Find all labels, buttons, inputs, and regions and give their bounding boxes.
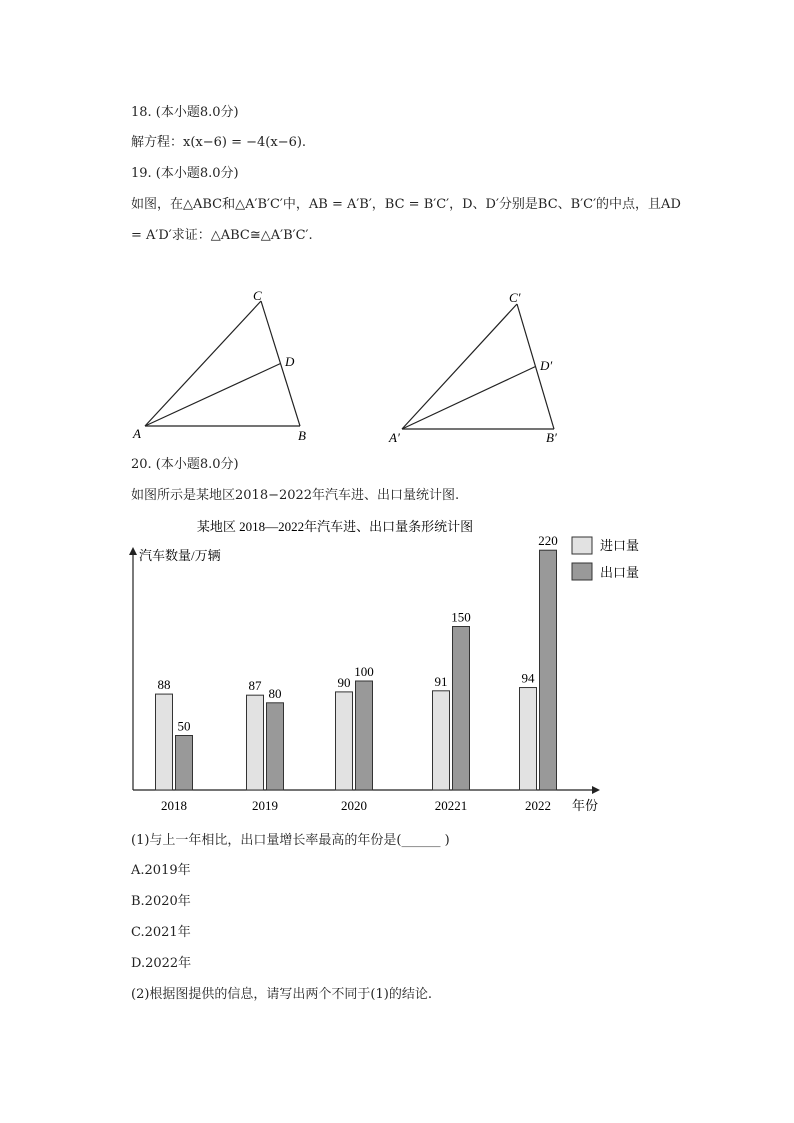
label-d-prime: D′	[540, 358, 553, 373]
x-axis-label: 年份	[572, 798, 599, 813]
value-label-import-20221: 91	[434, 673, 448, 689]
q20-option-d: D.2022年	[131, 956, 192, 971]
legend-label-import: 进口量	[600, 538, 640, 553]
q20-header: 20. (本小题8.0分)	[131, 457, 239, 472]
q19-statement-line1: 如图，在△ABC和△A′B′C′中，AB = A′B′，BC = B′C′，D、D′分别是BC、B′C′的中点，且AD	[131, 197, 681, 212]
q20-sub2: (2)根据图提供的信息，请写出两个不同于(1)的结论.	[131, 987, 432, 1002]
bar-import-2020	[336, 692, 353, 790]
q20-option-a: A.2019年	[131, 863, 191, 878]
bar-export-20221	[453, 627, 470, 791]
label-c-prime: C′	[509, 290, 521, 305]
q19-header: 19. (本小题8.0分)	[131, 166, 239, 181]
legend-swatch-import	[572, 537, 592, 554]
legend-swatch-export	[572, 563, 592, 580]
value-label-import-2020: 90	[337, 674, 351, 690]
label-d: D	[285, 354, 295, 369]
bar-import-2018	[156, 694, 173, 790]
bar-export-2022	[540, 550, 557, 790]
bar-import-2019	[247, 695, 264, 790]
bars-layer	[156, 533, 558, 813]
value-label-import-2019: 87	[248, 678, 262, 694]
label-a: A	[133, 426, 141, 441]
q18-header: 18. (本小题8.0分)	[131, 105, 239, 120]
label-a-prime: A′	[389, 430, 400, 445]
label-b-prime: B′	[546, 430, 557, 445]
bar-import-2022	[520, 688, 537, 790]
bar-export-2020	[356, 681, 373, 790]
x-tick-label-2019: 2019	[252, 798, 278, 813]
x-tick-label-2022: 2022	[525, 798, 551, 813]
bar-export-2019	[267, 703, 284, 790]
q19-statement-line2: = A′D′求证：△ABC≅△A′B′C′.	[131, 228, 313, 243]
bar-export-2018	[176, 736, 193, 791]
y-axis-label: 汽车数量/万辆	[139, 548, 221, 563]
chart-title: 某地区 2018—2022年汽车进、出口量条形统计图	[196, 519, 474, 534]
value-label-import-2022: 94	[521, 670, 535, 686]
q18-equation: 解方程：x(x−6) = −4(x−6).	[131, 135, 307, 150]
x-tick-label-2018: 2018	[161, 798, 187, 813]
value-label-export-20221: 150	[451, 609, 471, 625]
value-label-export-2019: 80	[268, 685, 282, 701]
bar-import-20221	[433, 691, 450, 790]
q20-sub1: (1)与上一年相比，出口量增长率最高的年份是(______ )	[131, 833, 450, 848]
y-axis-arrow-icon	[129, 547, 137, 555]
value-label-export-2020: 100	[354, 664, 374, 679]
q20-option-b: B.2020年	[131, 894, 191, 909]
value-label-export-2018: 50	[177, 718, 191, 734]
q20-option-c: C.2021年	[131, 925, 191, 940]
label-b: B	[298, 428, 306, 443]
x-tick-label-20221: 20221	[434, 798, 468, 813]
q20-intro: 如图所示是某地区2018−2022年汽车进、出口量统计图.	[131, 488, 460, 503]
value-label-import-2018: 88	[157, 677, 171, 693]
label-c: C	[253, 288, 262, 303]
legend-label-export: 出口量	[600, 565, 640, 580]
value-label-export-2022: 220	[538, 533, 558, 549]
x-axis-arrow-icon	[592, 786, 600, 794]
x-tick-label-2020: 2020	[341, 798, 367, 813]
